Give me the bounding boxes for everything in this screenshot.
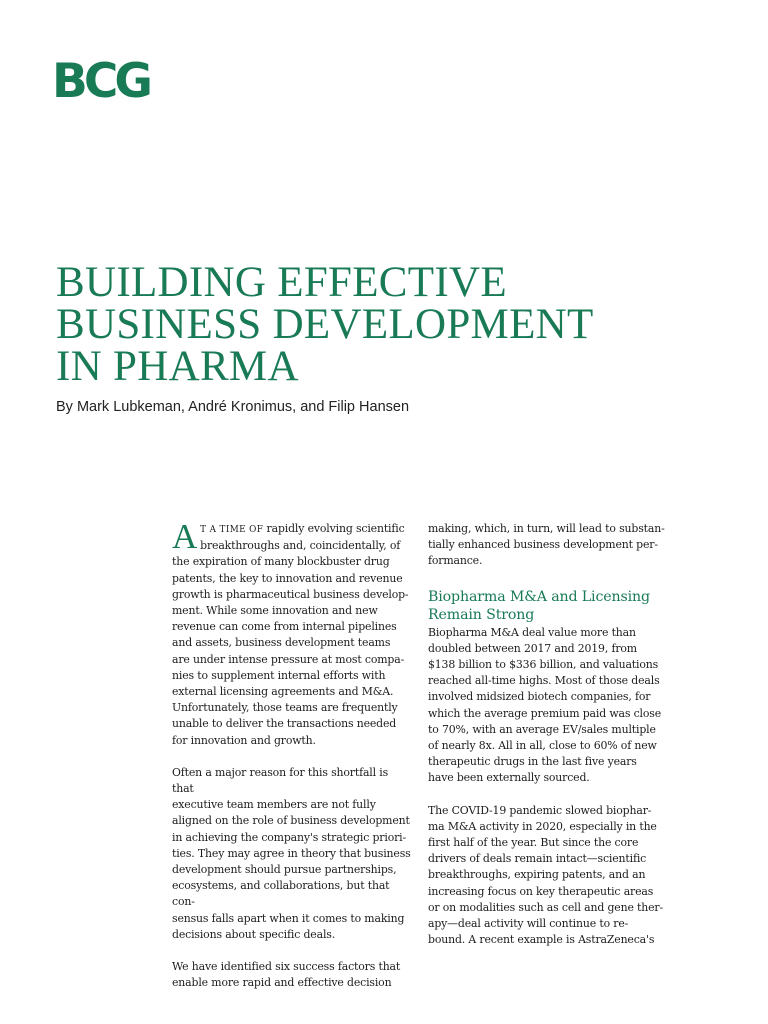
article-title bbox=[56, 259, 736, 390]
intro-text: rapidly evolving scientific breakthroughs and, coincidentally, of the expiration of many blockbuster drug patents, the key to innovation and revenue growth is pharmaceutical business develop- ment. While some innovation and new revenue can come from internal pipelines and assets, business development teams are under intense pressure at most compa- nies to supplement internal efforts with external licensing agreements and M&A. Unfortunately, those teams are frequently unable to deliver the transactions needed for innovation and growth. bbox=[172, 522, 409, 747]
body-column-right bbox=[428, 521, 678, 964]
body-paragraph: making, which, in turn, will lead to substan- tially enhanced business development per- formance. bbox=[428, 522, 665, 568]
body-paragraph: Biopharma M&A deal value more than doubled between 2017 and 2019, from $138 billion to $336 billion, and valuations reached all-time highs. Most of those deals involved midsized biotech companies, for which the average premium paid was close to 70%, with an average EV/sales multiple of nearly 8x. All in all, close to 60% of new therapeutic drugs in the last five years have been externally sourced. bbox=[428, 625, 662, 785]
title-line: BUSINESS DEVELOPMENT bbox=[56, 301, 594, 348]
drop-cap: A bbox=[172, 517, 198, 556]
title-line: IN PHARMA bbox=[56, 343, 299, 390]
lead-in-smallcaps: T A TIME OF bbox=[200, 525, 264, 535]
body-paragraph: Often a major reason for this shortfall is that executive team members are not fully aligned on the role of business development in achieving the company's strategic priori- ties. They may agree in theory that business development should pursue partnerships, ecosystems, and collaborations, but that con- sensus falls apart when it comes to making decisions about specific deals. bbox=[172, 765, 411, 941]
author-byline: By Mark Lubkeman, André Kronimus, and Filip Hansen bbox=[56, 399, 410, 415]
title-line: BUILDING EFFECTIVE bbox=[56, 259, 507, 306]
section-heading: Biopharma M&A and Licensing Remain Strong bbox=[428, 588, 650, 623]
intro-paragraph bbox=[172, 517, 412, 749]
body-column-left bbox=[172, 517, 412, 1007]
body-paragraph: We have identified six success factors that enable more rapid and effective decision bbox=[172, 960, 401, 990]
bcg-logo: BCG bbox=[52, 54, 149, 109]
body-paragraph: The COVID-19 pandemic slowed biophar- ma M&A activity in 2020, especially in the first half of the year. But since the core drivers of deals remain intact—scientific breakthroughs, expiring patents, and an increasing focus on key therapeutic areas or on modalities such as cell and gene ther- apy—deal activity will continue to re- bound. A recent example is AstraZeneca's bbox=[428, 803, 664, 947]
